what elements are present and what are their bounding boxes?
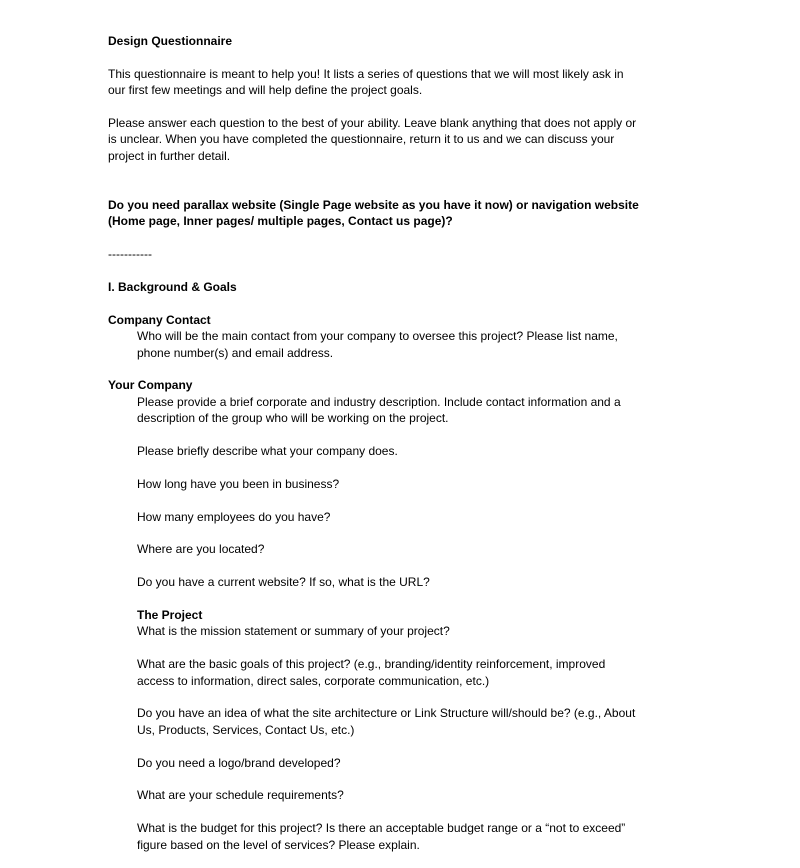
project-question-5: What are your schedule requirements? [137, 788, 344, 803]
project-question-3-line-1: Do you have an idea of what the site architecture or Link Structure will/should be? (e.g., About [137, 706, 636, 721]
separator-line: ----------- [108, 247, 152, 262]
your-company-question-4: How many employees do you have? [137, 509, 331, 524]
company-contact-question-line-1: Who will be the main contact from your company to oversee this project? Please list name, [137, 329, 618, 344]
project-question-2-line-2: access to information, direct sales, corporate communication, etc.) [137, 673, 490, 688]
intro-paragraph-1-line-2: our first few meetings and will help define the project goals. [108, 83, 423, 98]
your-company-label: Your Company [108, 378, 193, 393]
your-company-question-2: Please briefly describe what your company does. [137, 444, 398, 459]
project-question-1: What is the mission statement or summary of your project? [137, 624, 450, 639]
company-contact-label: Company Contact [108, 312, 211, 327]
project-question-6-line-2: figure based on the level of services? Please explain. [137, 837, 420, 852]
project-question-3-line-2: Us, Products, Services, Contact Us, etc.) [137, 722, 355, 737]
intro-paragraph-2-line-3: project in further detail. [108, 148, 231, 163]
company-contact-question-line-2: phone number(s) and email address. [137, 345, 334, 360]
section-heading: I. Background & Goals [108, 280, 237, 295]
your-company-question-3: How long have you been in business? [137, 476, 340, 491]
project-question-6-line-1: What is the budget for this project? Is there an acceptable budget range or a “not to exceed” [137, 821, 626, 836]
intro-paragraph-2-line-1: Please answer each question to the best of your ability. Leave blank anything that does not apply or [108, 116, 637, 130]
parallax-question-line-2: (Home page, Inner pages/ multiple pages, Contact us page)? [108, 214, 453, 229]
the-project-label: The Project [137, 608, 203, 623]
your-company-question-5: Where are you located? [137, 542, 265, 557]
parallax-question-line-1: Do you need parallax website (Single Page website as you have it now) or navigation website [108, 198, 639, 213]
your-company-question-6: Do you have a current website? If so, what is the URL? [137, 575, 430, 590]
document-page [108, 33, 708, 853]
intro-paragraph-1-line-1: This questionnaire is meant to help you! It lists a series of questions that we will most likely ask in [108, 66, 624, 81]
document-title: Design Questionnaire [108, 34, 233, 48]
your-company-question-1-line-2: description of the group who will be working on the project. [137, 411, 449, 426]
intro-paragraph-2-line-2: is unclear. When you have completed the questionnaire, return it to us and we can discuss your [108, 132, 615, 147]
project-question-4: Do you need a logo/brand developed? [137, 755, 341, 770]
project-question-2-line-1: What are the basic goals of this project? (e.g., branding/identity reinforcement, improved [137, 657, 606, 672]
your-company-question-1-line-1: Please provide a brief corporate and industry description. Include contact information and a [137, 394, 621, 409]
